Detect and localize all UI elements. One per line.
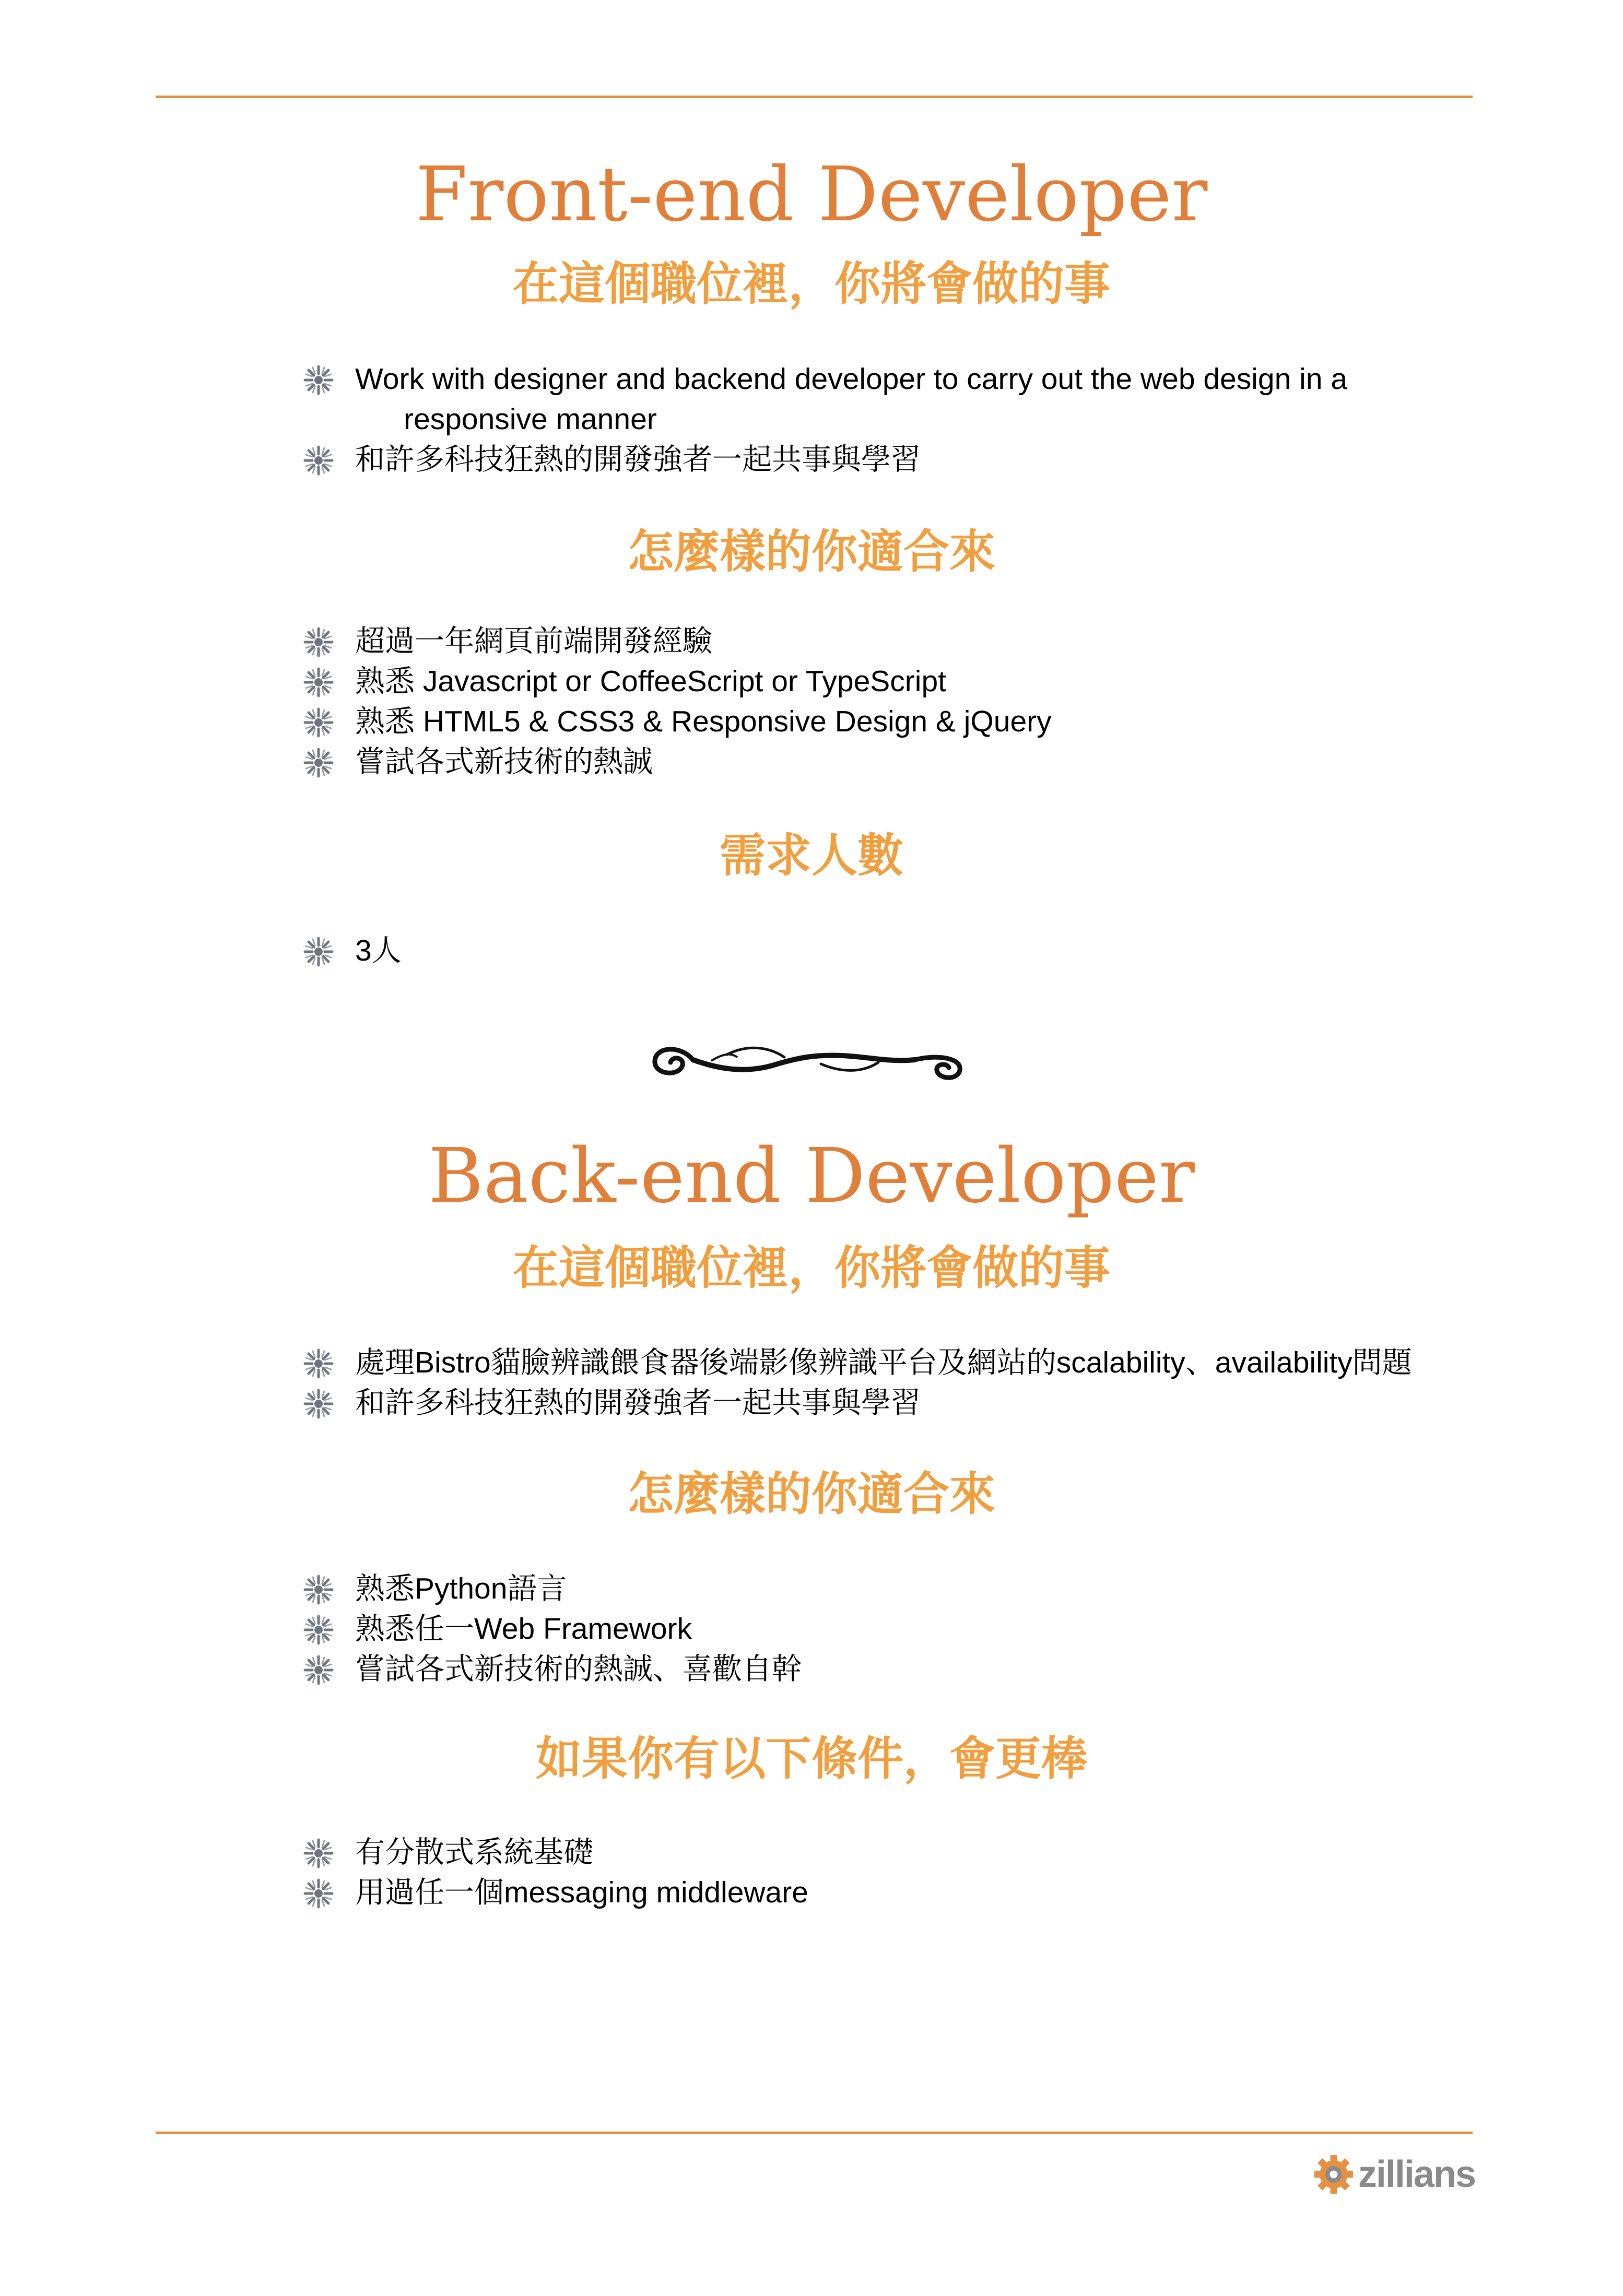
flower-bullet-icon — [303, 1838, 334, 1869]
flower-bullet-icon — [303, 1388, 334, 1419]
list-item — [303, 661, 1052, 702]
list-item — [303, 621, 1052, 661]
backend-duties-list — [303, 1343, 1412, 1423]
backend-title: Back-end Developer — [428, 1132, 1195, 1220]
backend-duties-heading: 在這個職位裡，你將會做的事 — [512, 1241, 1110, 1295]
flower-bullet-icon — [303, 747, 334, 778]
list-item — [303, 1832, 808, 1873]
flower-bullet-icon — [303, 667, 334, 698]
list-item — [303, 359, 1347, 440]
frontend-duty-2: 和許多科技狂熱的開發強者一起共事與學習 — [355, 443, 921, 476]
backend-bonus-list — [303, 1832, 808, 1913]
backend-bonus-heading: 如果你有以下條件，會更棒 — [535, 1732, 1087, 1785]
list-item — [303, 1343, 1412, 1383]
list-item — [303, 702, 1052, 742]
frontend-duty-1-line2: responsive manner — [404, 403, 657, 436]
frontend-fit-heading: 怎麼樣的你適合來 — [627, 525, 995, 578]
flower-bullet-icon — [303, 626, 334, 658]
frontend-fit-4: 嘗試各式新技術的熱誠 — [355, 745, 653, 778]
flower-bullet-icon — [303, 1878, 334, 1909]
zillians-logo — [1313, 2148, 1475, 2200]
frontend-fit-2: 熟悉 Javascript or CoffeeScript or TypeScript — [355, 665, 946, 698]
backend-bonus-1: 有分散式系統基礎 — [355, 1836, 593, 1869]
top-divider — [156, 96, 1473, 98]
flower-bullet-icon — [303, 364, 334, 396]
backend-fit-list — [303, 1569, 802, 1689]
flower-bullet-icon — [303, 445, 334, 476]
frontend-headcount-list — [303, 931, 402, 971]
flower-bullet-icon — [303, 1654, 334, 1686]
backend-bonus-2: 用過任一個messaging middleware — [355, 1876, 808, 1909]
frontend-title: Front-end Developer — [415, 150, 1208, 238]
scroll-ornament-icon — [643, 1034, 972, 1086]
backend-fit-2: 熟悉任一Web Framework — [355, 1612, 692, 1646]
list-item — [303, 1609, 802, 1649]
list-item — [303, 1569, 802, 1609]
frontend-duties-list — [303, 359, 1347, 480]
frontend-duties-heading: 在這個職位裡，你將會做的事 — [512, 257, 1110, 311]
frontend-fit-3: 熟悉 HTML5 & CSS3 & Responsive Design & jQuery — [355, 705, 1052, 738]
logo-text: zillians — [1358, 2153, 1475, 2195]
frontend-fit-1: 超過一年網頁前端開發經驗 — [355, 624, 712, 658]
backend-duty-2: 和許多科技狂熱的開發強者一起共事與學習 — [355, 1386, 921, 1419]
list-item — [303, 1873, 808, 1913]
frontend-duty-1-line1: Work with designer and backend developer to carry out the web design in a — [355, 362, 1348, 396]
list-item — [303, 931, 402, 971]
list-item — [303, 440, 1347, 480]
flower-bullet-icon — [303, 707, 334, 738]
flower-bullet-icon — [303, 1348, 334, 1379]
frontend-headcount-heading: 需求人數 — [719, 829, 903, 882]
frontend-fit-list — [303, 621, 1052, 782]
flower-bullet-icon — [303, 1574, 334, 1605]
bottom-divider — [156, 2132, 1473, 2134]
flower-bullet-icon — [303, 936, 334, 967]
flower-bullet-icon — [303, 1614, 334, 1646]
backend-duty-1: 處理Bistro貓臉辨識餵食器後端影像辨識平台及網站的scalability、availability問題 — [355, 1346, 1412, 1379]
frontend-headcount-value: 3人 — [355, 934, 402, 967]
backend-fit-heading: 怎麼樣的你適合來 — [627, 1467, 995, 1521]
list-item — [303, 742, 1052, 782]
backend-fit-1: 熟悉Python語言 — [355, 1572, 567, 1605]
backend-fit-3: 嘗試各式新技術的熱誠、喜歡自幹 — [355, 1652, 802, 1686]
gear-logo-icon — [1313, 2152, 1354, 2196]
list-item — [303, 1383, 1412, 1423]
list-item — [303, 1649, 802, 1689]
